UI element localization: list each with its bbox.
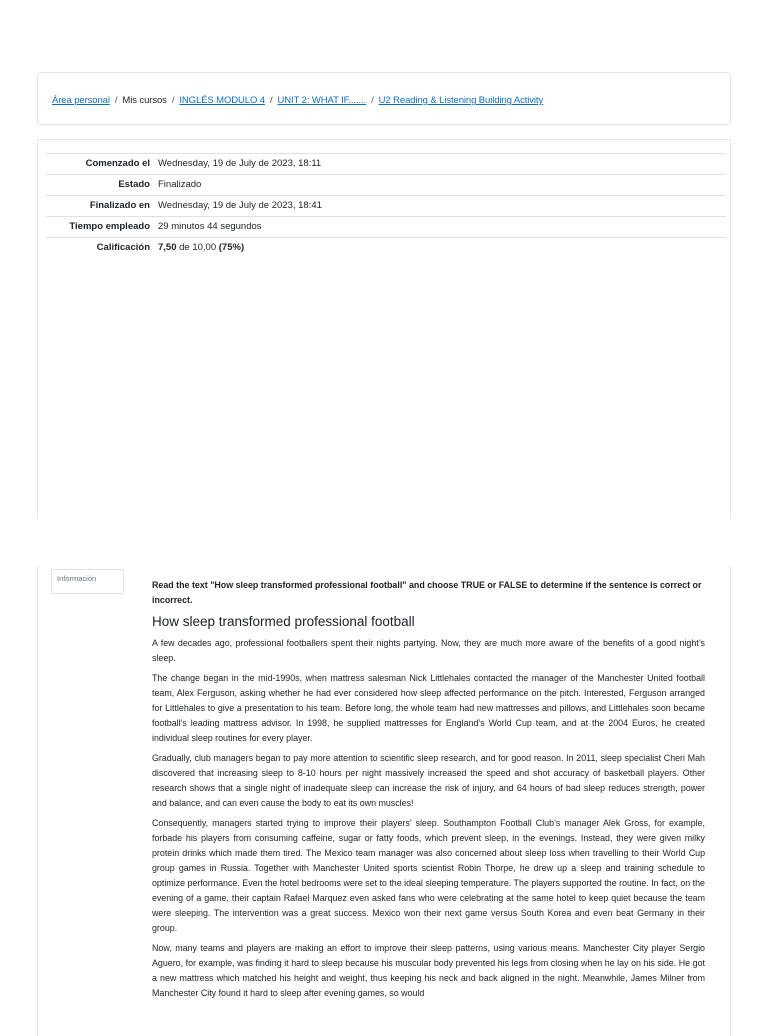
breadcrumb-course[interactable]: INGLÉS MODULO 4 [179, 95, 265, 106]
breadcrumb-card [37, 72, 731, 125]
summary-value: 29 minutos 44 segundos [156, 217, 726, 238]
breadcrumb [52, 95, 543, 106]
summary-value: Finalizado [156, 175, 726, 196]
question-card [37, 566, 731, 1036]
breadcrumb-separator: / [114, 95, 118, 106]
reading-paragraph: The change began in the mid-1990s, when mattress salesman Nick Littlehales contacted the manager of the Manchester United football team, Alex Ferguson, asking whether he had ever considered how sleep affected performance on the pitch. Interested, Ferguson arranged for Littlehales to give a presentation to his team. Before long, the whole team had new mattresses and pillows, and Littlehales soon became football’s leading mattress advisor. In 1998, he supplied mattresses for England’s World Cup team, and at the 2004 Euros, he created individual sleep routines for every player. [152, 673, 705, 743]
reading-paragraph: A few decades ago, professional footballers spent their nights partying. Now, they are much more aware of the benefits of a good night’s sleep. [152, 638, 705, 663]
summary-label: Calificación [46, 238, 156, 259]
summary-value: Wednesday, 19 de July de 2023, 18:11 [156, 154, 726, 175]
reading-title: How sleep transformed professional football [152, 614, 415, 629]
summary-row-state [46, 175, 726, 196]
summary-row-finished [46, 196, 726, 217]
summary-row-grade [46, 238, 726, 259]
summary-row-time-taken [46, 217, 726, 238]
reading-paragraph: Consequently, managers started trying to improve their players’ sleep. Southampton Football Club’s manager Alek Gross, for example, forbade his players from consuming caffeine, sugar or fatty foods, which prevent sleep, in the evenings. Instead, they were given milky protein drinks which made them tired. The Mexico team manager was also concerned about sleep loss when travelling to their World Cup group games in Russia. Together with Manchester United sports scientist Robin Thorpe, he drew up a sleep and training schedule to optimize performance. Even the hotel bedrooms were set to the ideal sleeping temperature. The players supported the routine. In fact, on the evening of a game, their captain Rafael Marquez even asked fans who were celebrating at the same hotel to keep quiet because the team were sleeping. The intervention was a great success. Mexico won their next game versus South Korea and even beat Germany in their group. [152, 818, 705, 933]
attempt-summary-card [37, 139, 731, 519]
question-text [152, 578, 705, 1006]
grade-score: 7,50 [158, 242, 177, 253]
summary-value: Wednesday, 19 de July de 2023, 18:41 [156, 196, 726, 217]
summary-label: Comenzado el [46, 154, 156, 175]
summary-label: Estado [46, 175, 156, 196]
summary-row-started [46, 154, 726, 175]
attempt-summary-table [46, 153, 726, 258]
breadcrumb-activity[interactable]: U2 Reading & Listening Building Activity [378, 95, 544, 106]
breadcrumb-separator: / [171, 95, 175, 106]
breadcrumb-separator: / [371, 95, 374, 106]
breadcrumb-mis-cursos: Mis cursos [122, 95, 167, 106]
breadcrumb-area-personal[interactable]: Área personal [52, 95, 110, 106]
reading-paragraph: Now, many teams and players are making an effort to improve their sleep patterns, using various means. Manchester City player Sergio Aguero, for example, was finding it hard to sleep because his muscular body prevented his legs from closing when he lay on his side. He got a new mattress which matched his height and weight, thus keeping his neck and back aligned in the night. Meanwhile, James Milner from Manchester City found it hard to sleep after evening games, so would [152, 943, 705, 998]
summary-label: Tiempo empleado [46, 217, 156, 238]
breadcrumb-separator: / [269, 95, 273, 106]
grade-value [156, 238, 726, 259]
grade-percent: (75%) [218, 242, 245, 253]
summary-label: Finalizado en [46, 196, 156, 217]
reading-paragraph: Gradually, club managers began to pay more attention to scientific sleep research, and for good reason. In 2011, sleep specialist Cheri Mah discovered that increasing sleep to 8-10 hours per night massively increased the speed and shot accuracy of basketball players. Other research shows that a single night of inadequate sleep can increase the risk of injury, and 64 hours of bad sleep reduces strength, power and balance, and can even cause the body to eat its own muscles! [152, 753, 705, 808]
question-instruction: Read the text "How sleep transformed professional football" and choose TRUE or FALSE to determine if the sentence is correct or incorrect. [152, 580, 702, 605]
breadcrumb-unit[interactable]: UNIT 2: WHAT IF....... [277, 95, 367, 106]
grade-max: de 10,00 [179, 242, 217, 253]
question-info-box: Información [51, 569, 124, 594]
